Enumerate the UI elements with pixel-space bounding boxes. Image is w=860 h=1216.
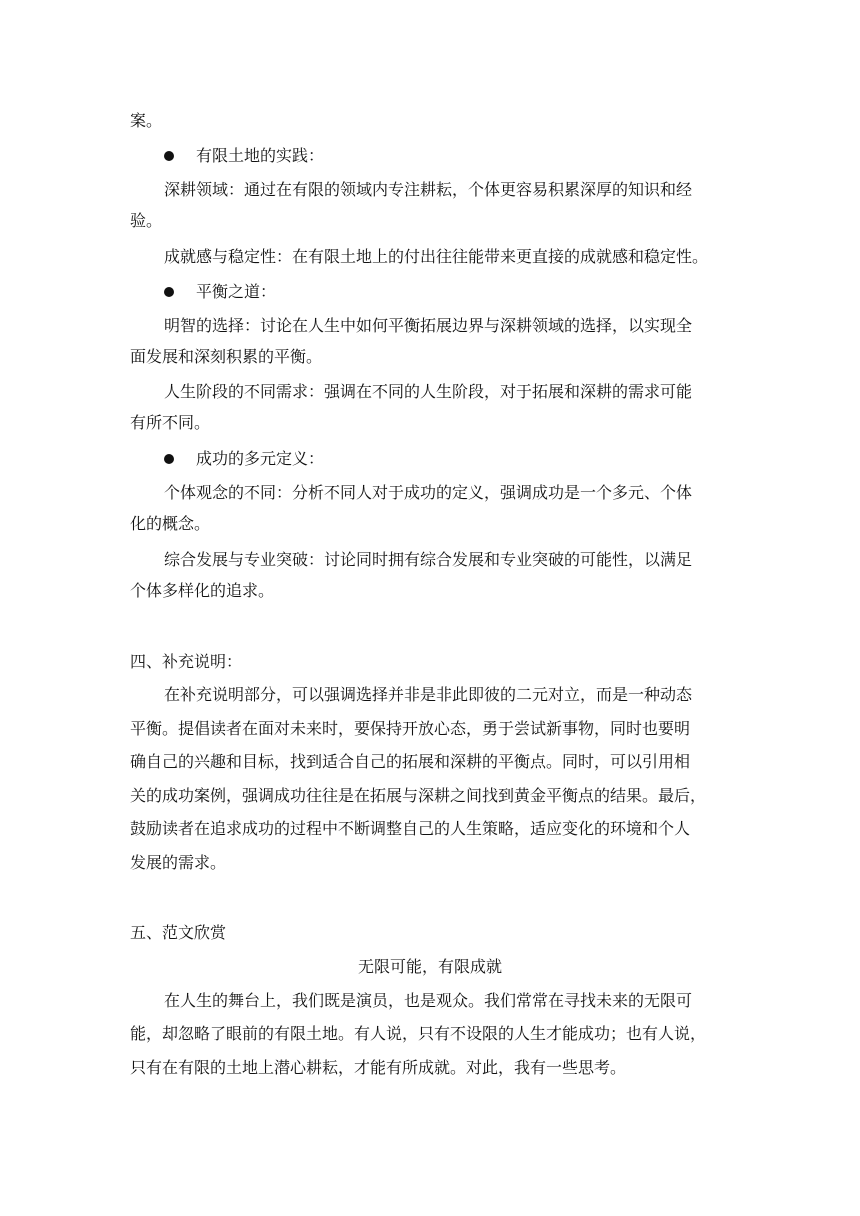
bullet-heading: 成功的多元定义： [196,449,325,468]
essay-title: 无限可能，有限成就 [357,957,502,976]
bullet-item [164,145,324,167]
text-line: 化的概念。 [130,514,211,533]
text-line: 明智的选择：讨论在人生中如何平衡拓展边界与深耕领域的选择，以实现全 [164,316,693,335]
text-line: 能，却忽略了眼前的有限土地。有人说，只有不设限的人生才能成功；也有人说， [130,1024,707,1043]
bullet-dot-icon [164,151,174,161]
text-line: 人生阶段的不同需求：强调在不同的人生阶段，对于拓展和深耕的需求可能 [164,382,693,401]
text-line: 面发展和深刻积累的平衡。 [130,347,323,366]
bullet-item [164,281,276,303]
text-line: 个体观念的不同：分析不同人对于成功的定义，强调成功是一个多元、个体 [164,483,693,502]
text-line: 平衡。提倡读者在面对未来时，要保持开放心态，勇于尝试新事物，同时也要明 [130,719,691,738]
text-line: 个体多样化的追求。 [130,581,275,600]
text-line: 只有在有限的土地上潜心耕耘，才能有所成就。对此，我有一些思考。 [130,1058,627,1077]
bullet-dot-icon [164,287,174,297]
text-line: 在人生的舞台上，我们既是演员，也是观众。我们常常在寻找未来的无限可 [164,991,693,1010]
bullet-dot-icon [164,454,174,464]
text-line: 鼓励读者在追求成功的过程中不断调整自己的人生策略，适应变化的环境和个人 [130,819,691,838]
text-line: 综合发展与专业突破：讨论同时拥有综合发展和专业突破的可能性，以满足 [164,550,693,569]
section-heading: 五、范文欣赏 [130,923,227,942]
section-heading: 四、补充说明： [130,652,243,671]
text-line: 关的成功案例，强调成功往往是在拓展与深耕之间找到黄金平衡点的结果。最后， [130,786,707,805]
text-line: 成就感与稳定性：在有限土地上的付出往往能带来更直接的成就感和稳定性。 [164,247,709,266]
text-line: 案。 [130,111,163,130]
text-line: 验。 [130,211,163,230]
bullet-item [164,448,324,470]
bullet-heading: 平衡之道： [196,282,277,301]
text-line: 深耕领域：通过在有限的领域内专注耕耘，个体更容易积累深厚的知识和经 [164,180,693,199]
bullet-heading: 有限土地的实践： [196,146,325,165]
text-line: 确自己的兴趣和目标，找到适合自己的拓展和深耕的平衡点。同时，可以引用相 [130,752,691,771]
text-line: 在补充说明部分，可以强调选择并非是非此即彼的二元对立，而是一种动态 [164,685,693,704]
text-line: 发展的需求。 [130,853,227,872]
text-line: 有所不同。 [130,413,211,432]
